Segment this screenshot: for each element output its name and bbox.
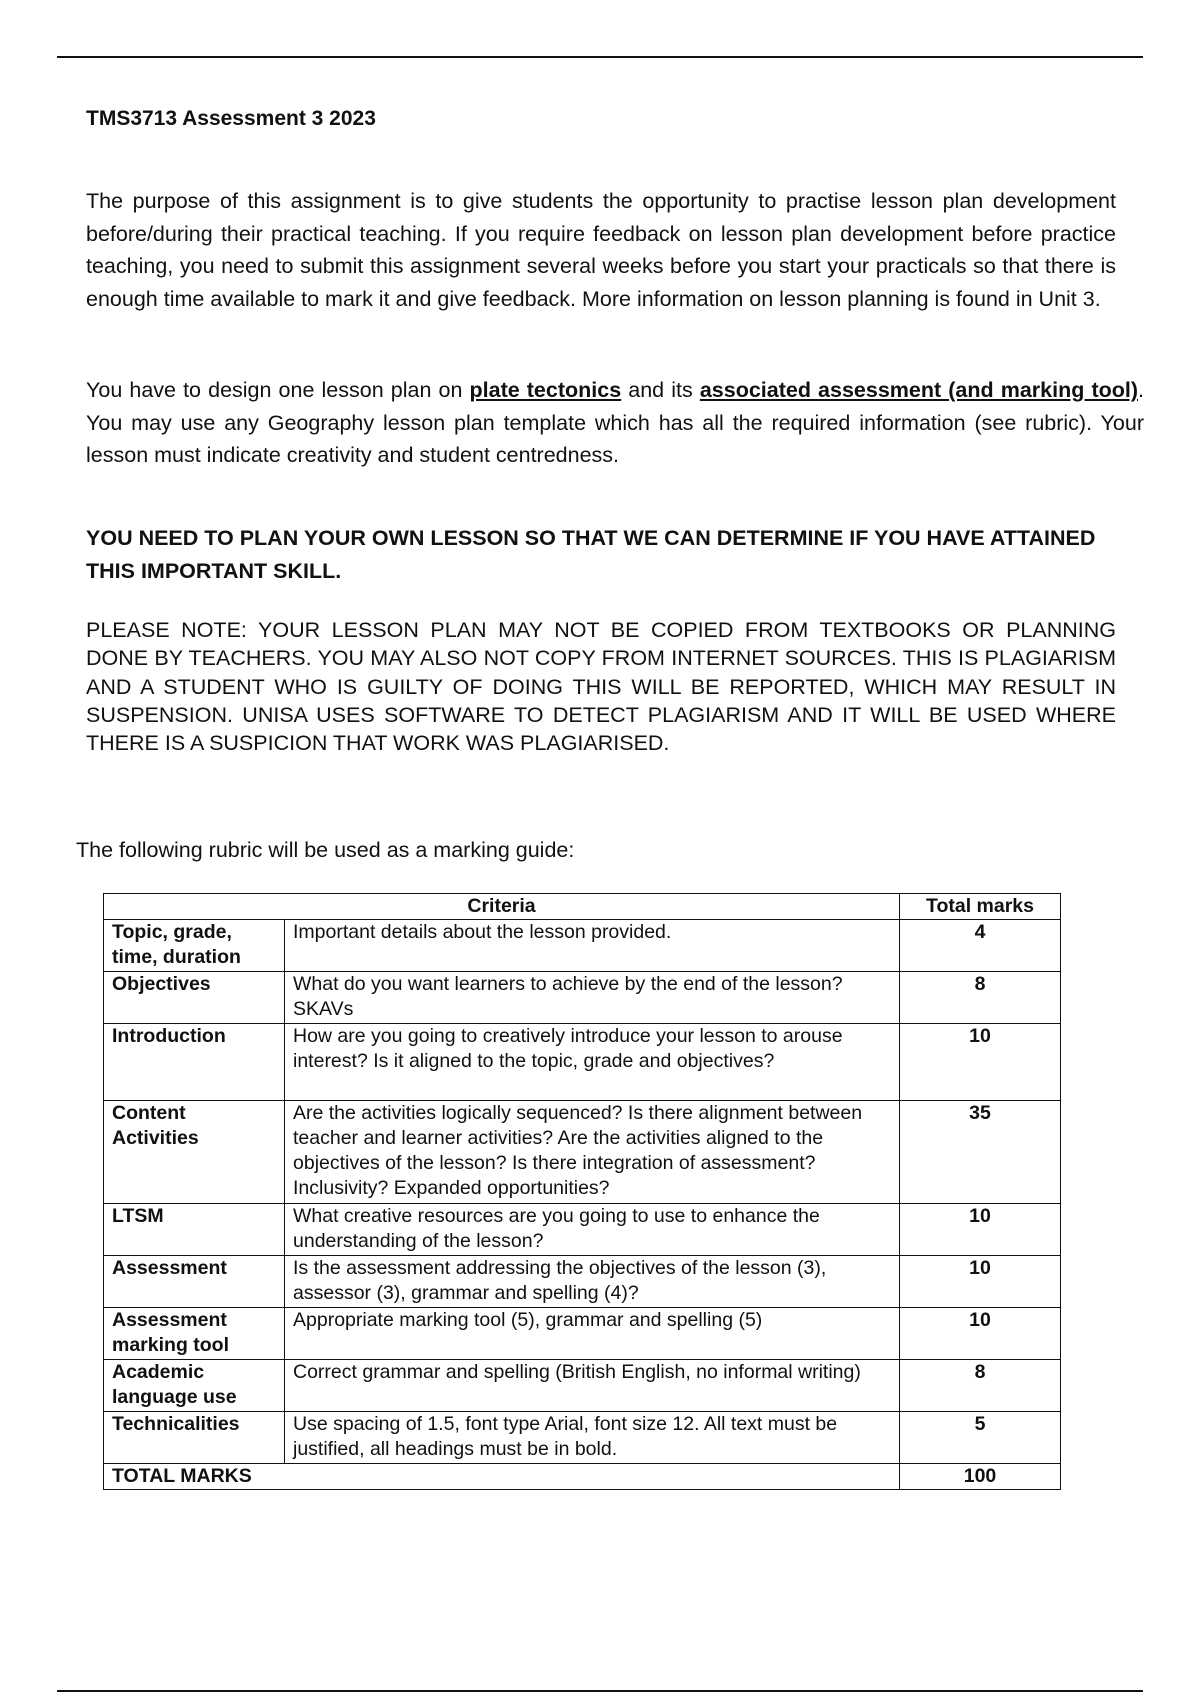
table-row: [104, 1256, 1061, 1308]
row-description: Are the activities logically sequenced? Is there alignment between teacher and learner activities? Are the activities aligned to the objectives of the lesson? Is there integration of assessment? Inclusivity? Expanded opportunities?: [285, 1101, 900, 1204]
top-rule: [57, 56, 1143, 58]
row-marks: 8: [900, 972, 1061, 1024]
row-description: How are you going to creatively introduce your lesson to arouse interest? Is it aligned to the topic, grade and objectives?: [285, 1024, 900, 1101]
row-marks: 5: [900, 1412, 1061, 1464]
design-text-1: You have to design one lesson plan on: [86, 378, 470, 402]
row-marks: 8: [900, 1360, 1061, 1412]
row-marks: 4: [900, 920, 1061, 972]
row-marks: 10: [900, 1204, 1061, 1256]
skill-notice: YOU NEED TO PLAN YOUR OWN LESSON SO THAT WE CAN DETERMINE IF YOU HAVE ATTAINED THIS IMPORTANT SKILL.: [86, 526, 1096, 583]
row-description: What creative resources are you going to use to enhance the understanding of the lesson?: [285, 1204, 900, 1256]
row-criterion: Assessment marking tool: [104, 1308, 285, 1360]
row-criterion: Assessment: [104, 1256, 285, 1308]
total-marks: 100: [900, 1464, 1061, 1490]
bottom-rule: [57, 1690, 1143, 1692]
table-row: [104, 1360, 1061, 1412]
table-row: [104, 1412, 1061, 1464]
design-paragraph: [86, 374, 1144, 472]
row-criterion: Academic language use: [104, 1360, 285, 1412]
row-description: Correct grammar and spelling (British English, no informal writing): [285, 1360, 900, 1412]
topic-emphasis: plate tectonics: [469, 378, 622, 402]
row-criterion: Introduction: [104, 1024, 285, 1101]
rubric-intro: The following rubric will be used as a marking guide:: [76, 838, 575, 862]
row-criterion: Content Activities: [104, 1101, 285, 1204]
table-row: [104, 1024, 1061, 1101]
assessment-emphasis: associated assessment (and marking tool): [699, 378, 1139, 402]
row-description: Is the assessment addressing the objectives of the lesson (3), assessor (3), grammar and spelling (4)?: [285, 1256, 900, 1308]
row-marks: 35: [900, 1101, 1061, 1204]
marks-header: Total marks: [900, 894, 1061, 920]
total-row: [104, 1464, 1061, 1490]
table-row: [104, 1204, 1061, 1256]
total-label: TOTAL MARKS: [104, 1464, 900, 1490]
table-row: [104, 1308, 1061, 1360]
row-marks: 10: [900, 1256, 1061, 1308]
document-title: TMS3713 Assessment 3 2023: [86, 107, 376, 130]
row-description: Important details about the lesson provided.: [285, 920, 900, 972]
plagiarism-notice: PLEASE NOTE: YOUR LESSON PLAN MAY NOT BE COPIED FROM TEXTBOOKS OR PLANNING DONE BY TEACHERS. YOU MAY ALSO NOT COPY FROM INTERNET SOURCES. THIS IS PLAGIARISM AND A STUDENT WHO IS GUILTY OF DOING THIS WILL BE REPORTED, WHICH MAY RESULT IN SUSPENSION. UNISA USES SOFTWARE TO DETECT PLAGIARISM AND IT WILL BE USED WHERE THERE IS A SUSPICION THAT WORK WAS PLAGIARISED.: [86, 618, 1116, 756]
table-row: [104, 920, 1061, 972]
row-marks: 10: [900, 1308, 1061, 1360]
criteria-header: Criteria: [104, 894, 900, 920]
row-description: What do you want learners to achieve by the end of the lesson? SKAVs: [285, 972, 900, 1024]
row-criterion: Topic, grade, time, duration: [104, 920, 285, 972]
design-text-3: . You may use any Geography lesson plan template which has all the required information (see rubric). Your lesson must indicate creativity and student centredness.: [86, 378, 1145, 467]
row-criterion: Objectives: [104, 972, 285, 1024]
row-description: Appropriate marking tool (5), grammar and spelling (5): [285, 1308, 900, 1360]
purpose-paragraph: The purpose of this assignment is to give students the opportunity to practise lesson plan development before/during their practical teaching. If you require feedback on lesson plan development before practice teaching, you need to submit this assignment several weeks before you start your practicals so that there is enough time available to mark it and give feedback. More information on lesson planning is found in Unit 3.: [86, 189, 1116, 311]
row-criterion: LTSM: [104, 1204, 285, 1256]
row-description: Use spacing of 1.5, font type Arial, font size 12. All text must be justified, all headings must be in bold.: [285, 1412, 900, 1464]
row-marks: 10: [900, 1024, 1061, 1101]
table-row: [104, 1101, 1061, 1204]
design-text-2: and its: [621, 378, 700, 402]
table-row: [104, 972, 1061, 1024]
row-criterion: Technicalities: [104, 1412, 285, 1464]
rubric-header-row: [104, 894, 1061, 920]
rubric-table: [103, 893, 1061, 1490]
